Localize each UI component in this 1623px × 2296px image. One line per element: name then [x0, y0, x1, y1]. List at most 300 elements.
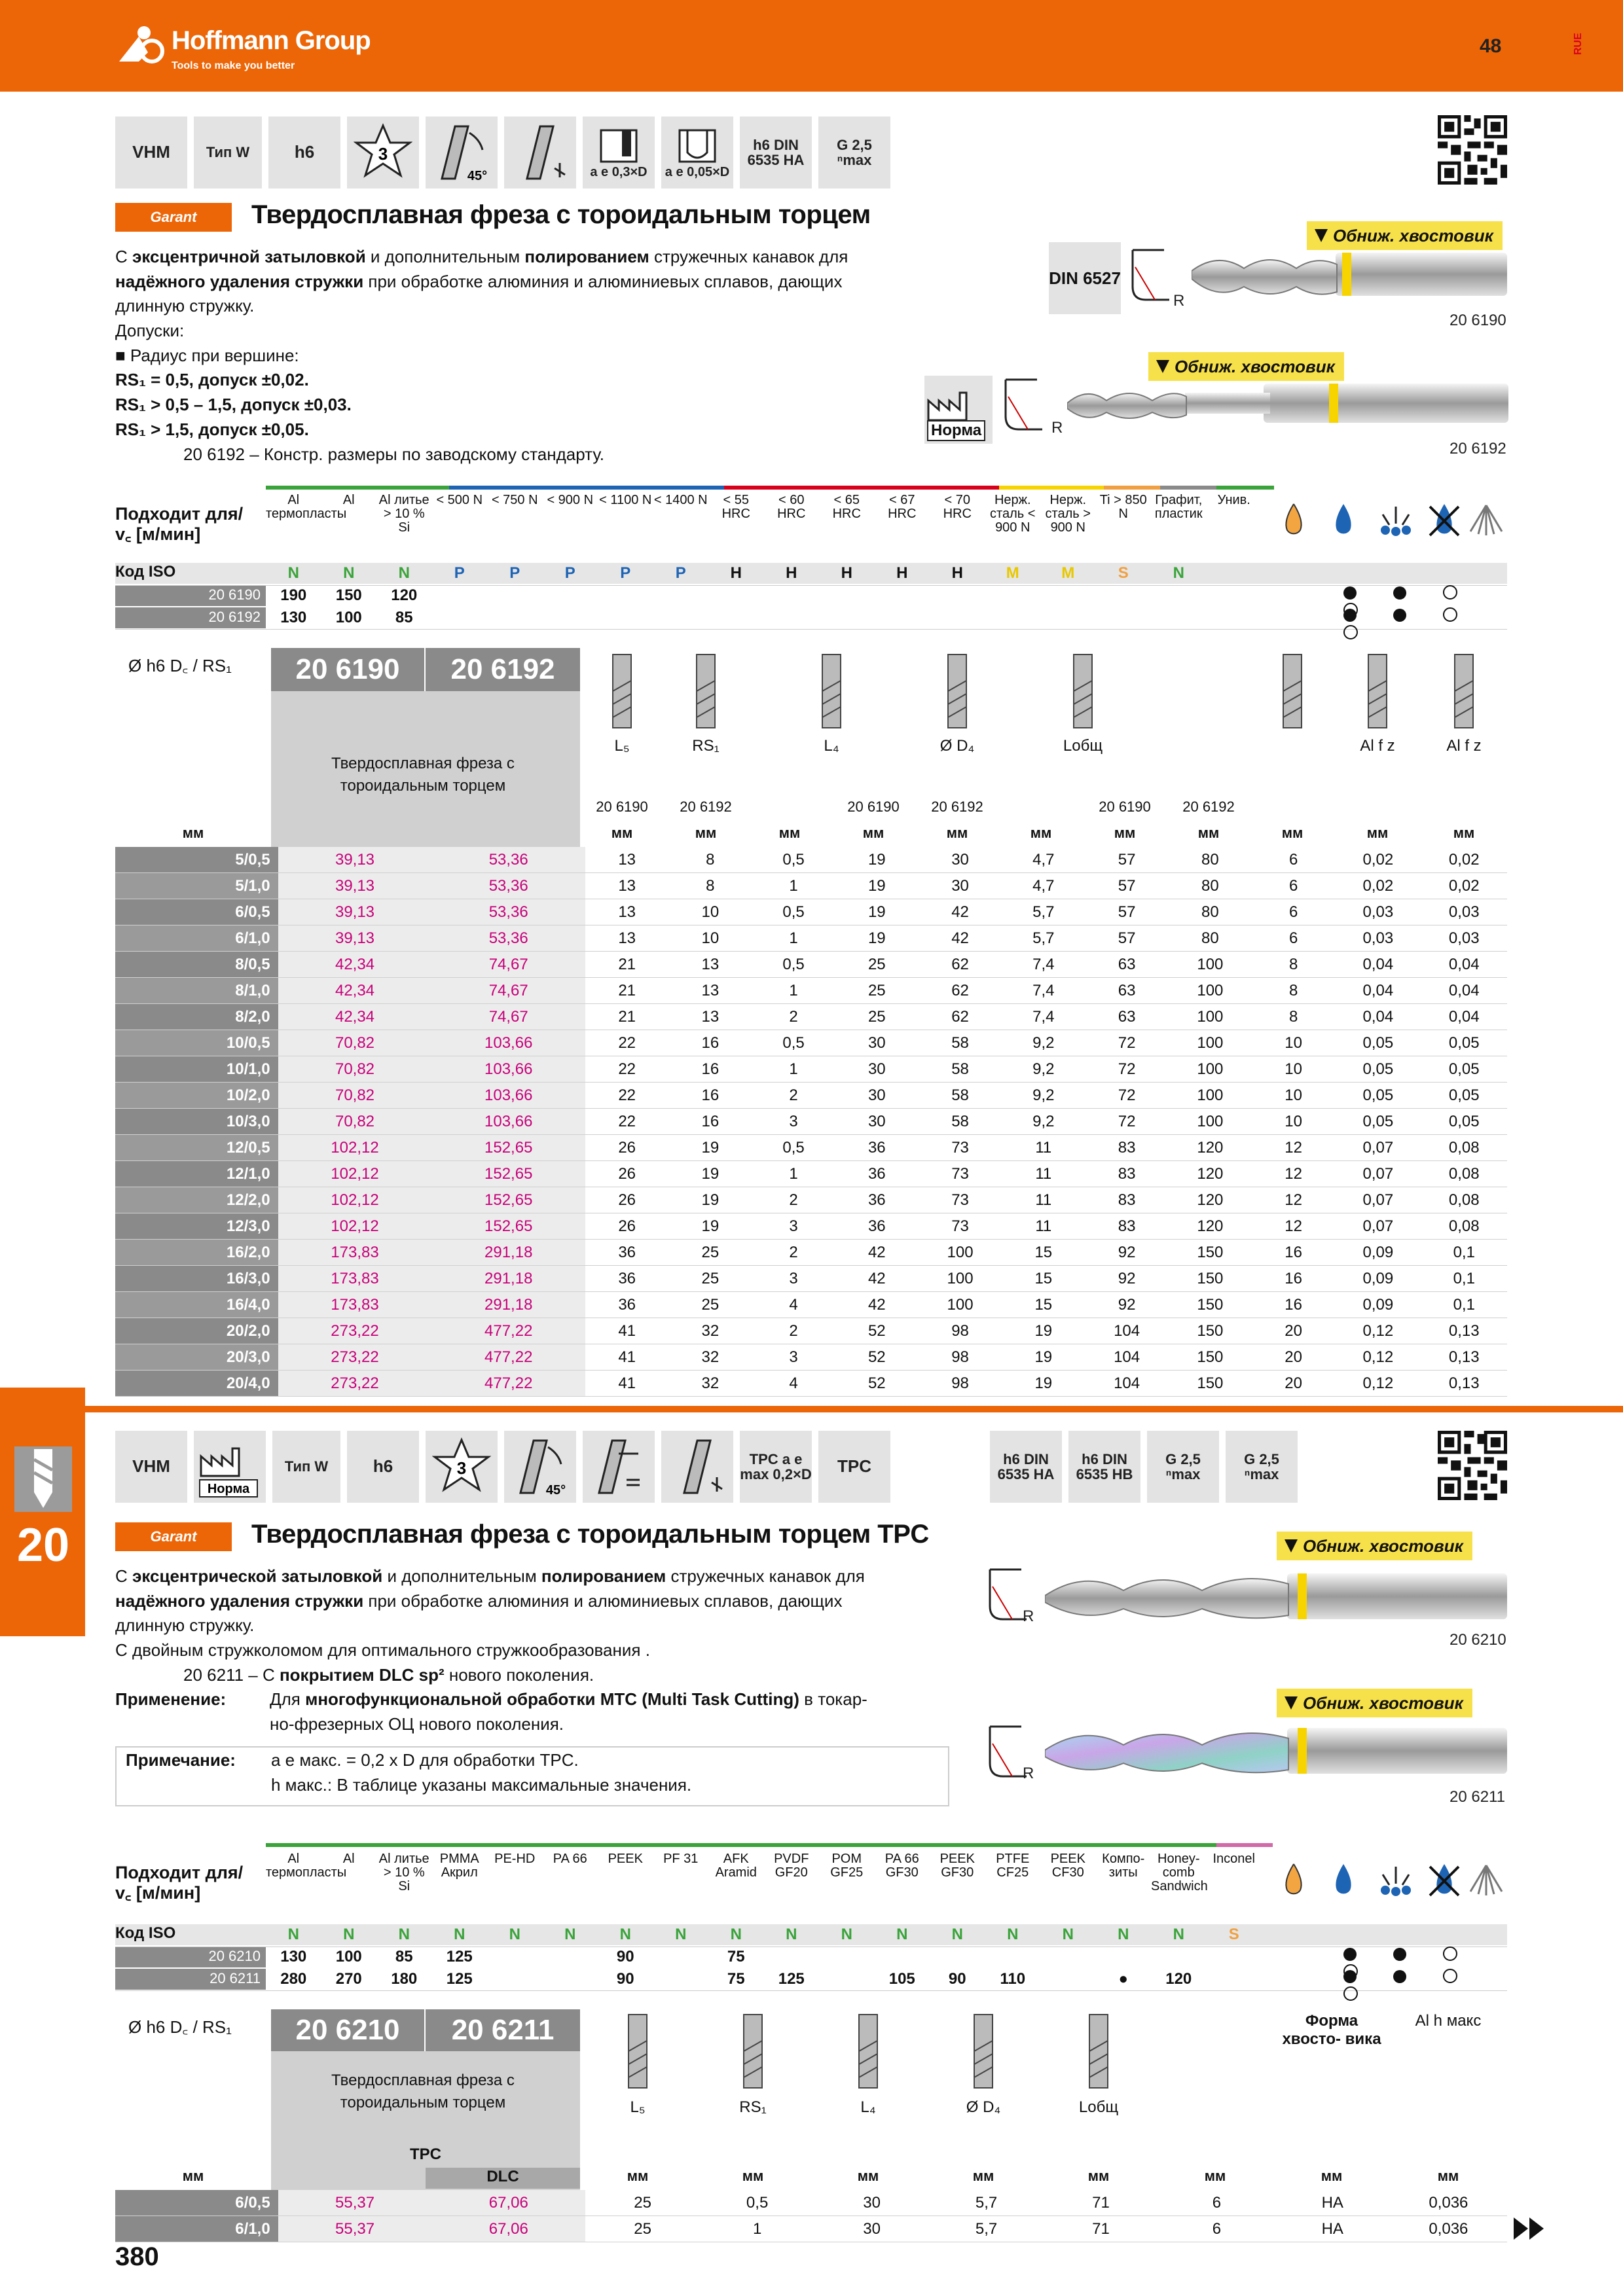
value-cell: 1: [752, 873, 835, 899]
value-cell: 16: [668, 1109, 752, 1135]
value-cell: 20: [1252, 1371, 1335, 1397]
size-cell: 6/0,5: [115, 899, 278, 925]
price-cell: 55,37: [278, 2190, 432, 2216]
row-code-20-6190: 20 6190: [208, 586, 261, 603]
value-cell: 57: [1085, 925, 1168, 952]
value-cell: 73: [919, 1135, 1002, 1161]
value-cell: 0,08: [1421, 1135, 1507, 1161]
value-cell: 6: [1158, 2190, 1275, 2216]
iso-code-1: N: [343, 564, 355, 582]
value-cell: 25: [585, 2216, 700, 2242]
unit-2-1: мм: [742, 2168, 764, 2184]
material-col-2-0: Al термопласты: [266, 1852, 347, 1880]
size-cell: 8/2,0: [115, 1004, 278, 1030]
value-cell: 9,2: [1002, 1056, 1085, 1083]
value-cell: 0,05: [1421, 1030, 1507, 1056]
iso-code-2: N: [398, 564, 410, 582]
size-cell: 20/4,0: [115, 1371, 278, 1397]
price-cell: 39,13: [278, 873, 432, 899]
symbol-vhm-2: VHM: [115, 1431, 187, 1503]
value-cell: 0,03: [1421, 899, 1507, 925]
iso-code-13: M: [1006, 564, 1019, 582]
cutting-speed: 190: [280, 586, 307, 604]
value-cell: 0,036: [1390, 2216, 1507, 2242]
price-cell: 53,36: [431, 899, 585, 925]
tool-dimension-icon: [1334, 652, 1421, 737]
value-cell: 19: [1002, 1318, 1085, 1344]
value-cell: 0,07: [1335, 1135, 1421, 1161]
hoffmann-logo-icon: [115, 24, 166, 64]
dimension-head-2-4: Lобщ: [1078, 2098, 1119, 2116]
iso-code-2-11: N: [896, 1926, 908, 1943]
value-cell: 15: [1002, 1292, 1085, 1318]
value-cell: 25: [835, 1004, 919, 1030]
dry-machining-icon-2: [1281, 1861, 1307, 1901]
value-cell: HA: [1275, 2190, 1390, 2216]
value-cell: 19: [835, 873, 919, 899]
price-cell: 39,13: [278, 899, 432, 925]
note-label: Примечание:: [126, 1750, 236, 1770]
iso-code-2-12: N: [951, 1926, 963, 1943]
value-cell: 36: [585, 1292, 668, 1318]
unit-1: мм: [695, 825, 717, 841]
material-col-12: < 70 HRC: [943, 493, 972, 521]
radius-label: R: [1173, 292, 1185, 310]
end-mill-image-20-6192: [1067, 374, 1512, 433]
value-cell: 98: [919, 1344, 1002, 1371]
sub-head-4: 20 6192: [931, 798, 983, 815]
price-cell: 55,37: [278, 2216, 432, 2242]
price-cell: 152,65: [431, 1135, 585, 1161]
value-cell: 26: [585, 1187, 668, 1213]
value-cell: 5,7: [1002, 899, 1085, 925]
table-row: [115, 1292, 1507, 1318]
norm-label: Норма: [927, 420, 985, 441]
value-cell: 36: [585, 1240, 668, 1266]
end-mill-image-20-6210: [1045, 1560, 1512, 1632]
price-cell: 53,36: [431, 847, 585, 873]
value-cell: 36: [835, 1161, 919, 1187]
value-cell: 12: [1252, 1213, 1335, 1240]
price-cell: 67,06: [431, 2190, 585, 2216]
cutting-speed-2: 130: [280, 1948, 307, 1965]
symbol-vhm: VHM: [115, 117, 187, 188]
table-row: [115, 978, 1507, 1004]
material-col-2-8: AFK Aramid: [715, 1852, 757, 1880]
value-cell: 58: [919, 1109, 1002, 1135]
svg-text:3: 3: [456, 1458, 467, 1478]
symbol-balance-g25-3: G 2,5 ⁿmax: [1226, 1431, 1298, 1503]
value-cell: 150: [1169, 1318, 1252, 1344]
value-cell: 0,04: [1421, 952, 1507, 978]
language-code: RUE: [1573, 33, 1584, 55]
iso-code-2-7: N: [675, 1926, 687, 1943]
table-row: [115, 1056, 1507, 1083]
tool-dimension-icon: [1421, 652, 1507, 737]
value-cell: 100: [919, 1266, 1002, 1292]
value-cell: 10: [668, 925, 752, 952]
value-cell: 10: [1252, 1083, 1335, 1109]
value-cell: 1: [700, 2216, 814, 2242]
brand-tagline: Tools to make you better: [172, 60, 295, 71]
unit-2: мм: [778, 825, 801, 841]
row-code-20-6192: 20 6192: [208, 609, 261, 625]
symbol-type-w-2: Тип W: [272, 1431, 340, 1503]
value-cell: 0,5: [752, 952, 835, 978]
symbol-ae-005: a e 0,05×D: [661, 117, 733, 188]
value-cell: 25: [668, 1266, 752, 1292]
code-header-20-6211: 20 6211: [426, 2009, 580, 2051]
value-cell: 58: [919, 1056, 1002, 1083]
garant-badge-2: Garant: [115, 1522, 232, 1551]
value-cell: 80: [1169, 847, 1252, 873]
value-cell: 0,07: [1335, 1213, 1421, 1240]
tool-dimension-icon-2: [711, 2012, 795, 2097]
value-cell: 0,05: [1335, 1083, 1421, 1109]
table-row: [115, 1161, 1507, 1187]
value-cell: 25: [668, 1240, 752, 1266]
price-cell: 152,65: [431, 1213, 585, 1240]
value-cell: 92: [1085, 1292, 1168, 1318]
size-cell: 6/0,5: [115, 2190, 278, 2216]
section-divider: [0, 1406, 1623, 1412]
size-cell: 12/1,0: [115, 1161, 278, 1187]
price-cell: 53,36: [431, 925, 585, 952]
material-col-2-13: PTFE CF25: [996, 1852, 1030, 1880]
value-cell: 150: [1169, 1266, 1252, 1292]
dimension-head-2: L₄: [824, 737, 839, 755]
value-cell: 36: [835, 1187, 919, 1213]
iso-code-2-15: N: [1118, 1926, 1129, 1943]
cutting-speed-2: 280: [280, 1970, 307, 1988]
table-row: [115, 1083, 1507, 1109]
value-cell: 16: [668, 1056, 752, 1083]
size-cell: 5/1,0: [115, 873, 278, 899]
price-cell: 42,34: [278, 1004, 432, 1030]
iso-code-2-9: N: [786, 1926, 797, 1943]
cutting-speed-2: 90: [948, 1970, 966, 1988]
value-cell: 42: [835, 1240, 919, 1266]
tool-dimension-icon-2: [826, 2012, 910, 2097]
value-cell: 0,05: [1421, 1109, 1507, 1135]
value-cell: 100: [1169, 1109, 1252, 1135]
material-col-14: Нерж. сталь > 900 N: [1045, 493, 1091, 535]
dimension-head-2-7: Al h макс: [1415, 2012, 1482, 2030]
material-col-9: < 60 HRC: [777, 493, 806, 521]
price-cell: 152,65: [431, 1187, 585, 1213]
value-cell: 0,13: [1421, 1318, 1507, 1344]
value-cell: 58: [919, 1083, 1002, 1109]
corner-radius-icon-2: [1002, 377, 1048, 432]
value-cell: 32: [668, 1371, 752, 1397]
value-cell: 13: [585, 925, 668, 952]
table-row: [115, 1004, 1507, 1030]
value-cell: 0,5: [752, 847, 835, 873]
price-cell: 42,34: [278, 978, 432, 1004]
iso-code-2-1: N: [343, 1926, 355, 1943]
value-cell: 30: [835, 1109, 919, 1135]
unit-7: мм: [1197, 825, 1220, 841]
value-cell: 30: [835, 1083, 919, 1109]
value-cell: 120: [1169, 1187, 1252, 1213]
value-cell: 7,4: [1002, 978, 1085, 1004]
material-col-2-16: Honey- comb Sandwich: [1151, 1852, 1208, 1893]
value-cell: 0,09: [1335, 1266, 1421, 1292]
value-cell: 0,5: [752, 899, 835, 925]
coolant-suit-row4: [1343, 1969, 1507, 2004]
price-cell: 273,22: [278, 1344, 432, 1371]
tool-code-20-6210: 20 6210: [1450, 1631, 1506, 1649]
chapter-tab[interactable]: [0, 1388, 85, 1636]
iso-code-2-14: N: [1062, 1926, 1074, 1943]
material-col-10: < 65 HRC: [832, 493, 861, 521]
value-cell: 25: [835, 952, 919, 978]
value-cell: 83: [1085, 1213, 1168, 1240]
iso-code-label: Код ISO: [115, 563, 176, 581]
value-cell: 8: [1252, 978, 1335, 1004]
value-cell: 0,02: [1421, 847, 1507, 873]
no-coolant-icon: [1425, 501, 1464, 541]
unit-0: мм: [611, 825, 633, 841]
value-cell: 16: [1252, 1292, 1335, 1318]
unit-9: мм: [1366, 825, 1389, 841]
value-cell: 120: [1169, 1213, 1252, 1240]
value-cell: 98: [919, 1318, 1002, 1344]
table-row: [115, 1030, 1507, 1056]
cutting-speed-2: 125: [446, 1948, 473, 1965]
dimension-head-4: Lобщ: [1063, 737, 1103, 755]
unit-2-5: мм: [1204, 2168, 1226, 2184]
reduced-shank-callout-1: Обниж. хвостовик: [1307, 221, 1503, 250]
value-cell: 0,1: [1421, 1266, 1507, 1292]
symbol-din-6535-ha-2: h6 DIN 6535 HA: [990, 1431, 1062, 1503]
qr-code-icon-2[interactable]: [1438, 1431, 1507, 1500]
iso-code-9: H: [786, 564, 797, 582]
table-row: [115, 1240, 1507, 1266]
value-cell: 13: [585, 873, 668, 899]
page-number-top: 48: [1480, 35, 1502, 57]
table-row: [115, 925, 1507, 952]
value-cell: 0,09: [1335, 1292, 1421, 1318]
symbol-balance-g25-2: G 2,5 ⁿmax: [1147, 1431, 1219, 1503]
cutting-direction-icon: [504, 117, 576, 188]
value-cell: 26: [585, 1161, 668, 1187]
material-col-2-11: PA 66 GF30: [884, 1852, 919, 1880]
price-cell: 102,12: [278, 1135, 432, 1161]
table-row: [115, 1135, 1507, 1161]
value-cell: 16: [668, 1030, 752, 1056]
price-cell: 70,82: [278, 1056, 432, 1083]
value-cell: 6: [1252, 873, 1335, 899]
price-cell: 102,12: [278, 1161, 432, 1187]
unit-2-2: мм: [857, 2168, 879, 2184]
value-cell: 3: [752, 1344, 835, 1371]
value-cell: 100: [1169, 1004, 1252, 1030]
value-cell: 0,5: [752, 1030, 835, 1056]
material-col-7: < 1400 N: [653, 493, 708, 507]
svg-text:Норма: Норма: [207, 1482, 250, 1496]
dimension-head-7: Al f z: [1360, 737, 1395, 755]
value-cell: 5,7: [1002, 925, 1085, 952]
din-6527-badge: DIN 6527: [1049, 242, 1121, 314]
iso-code-16: N: [1173, 564, 1184, 582]
price-cell: 173,83: [278, 1292, 432, 1318]
material-col-17: Унив.: [1217, 493, 1250, 507]
cutting-direction-icon-2: [661, 1431, 733, 1503]
price-cell: 173,83: [278, 1240, 432, 1266]
value-cell: 12: [1252, 1135, 1335, 1161]
material-col-2-4: PE-HD: [494, 1852, 536, 1866]
symbol-tpc-ae: TPC a e max 0,2×D: [740, 1431, 812, 1503]
value-cell: 0,04: [1335, 978, 1421, 1004]
cutting-speed-2: 75: [727, 1948, 745, 1965]
unit-2-0: мм: [627, 2168, 649, 2184]
dims-table-1: [115, 847, 1507, 1397]
value-cell: 19: [1002, 1371, 1085, 1397]
material-col-8: < 55 HRC: [721, 493, 750, 521]
value-cell: 21: [585, 952, 668, 978]
value-cell: 0,05: [1421, 1083, 1507, 1109]
table-row: [115, 2216, 1507, 2242]
air-blast-icon-2: [1467, 1861, 1506, 1901]
value-cell: 3: [752, 1109, 835, 1135]
iso-code-2-6: N: [619, 1926, 631, 1943]
value-cell: 52: [835, 1371, 919, 1397]
note-box: [115, 1746, 949, 1806]
symbol-h6-2: h6: [347, 1431, 419, 1503]
material-table-2: [115, 1843, 1507, 2000]
price-cell: 103,66: [431, 1030, 585, 1056]
size-cell: 16/2,0: [115, 1240, 278, 1266]
page-number: 380: [115, 2242, 159, 2271]
price-cell: 102,12: [278, 1187, 432, 1213]
value-cell: 11: [1002, 1187, 1085, 1213]
value-cell: 30: [919, 847, 1002, 873]
iso-code-7: P: [675, 564, 686, 582]
brand-name: Hoffmann Group: [172, 26, 371, 55]
value-cell: 25: [585, 2190, 700, 2216]
material-col-15: Ti > 850 N: [1099, 493, 1147, 521]
code-header-20-6192: 20 6192: [426, 648, 580, 691]
arrow-down-icon: [1285, 1539, 1298, 1552]
value-cell: 100: [1169, 1030, 1252, 1056]
unit-label: мм: [182, 825, 204, 841]
size-cell: 10/0,5: [115, 1030, 278, 1056]
value-cell: 0,12: [1335, 1344, 1421, 1371]
value-cell: 6: [1252, 925, 1335, 952]
value-cell: 0,1: [1421, 1292, 1507, 1318]
value-cell: 41: [585, 1371, 668, 1397]
iso-code-12: H: [951, 564, 963, 582]
value-cell: 8: [668, 847, 752, 873]
value-cell: 15: [1002, 1240, 1085, 1266]
size-cell: 12/3,0: [115, 1213, 278, 1240]
diameter-radius-label: Ø h6 D꜀ / RS₁: [128, 656, 232, 675]
value-cell: 83: [1085, 1187, 1168, 1213]
qr-code-icon[interactable]: [1438, 115, 1507, 185]
corner-radius-icon: [1129, 247, 1175, 302]
value-cell: 6: [1252, 847, 1335, 873]
value-cell: 0,03: [1335, 925, 1421, 952]
value-cell: 57: [1085, 847, 1168, 873]
value-cell: 30: [814, 2216, 929, 2242]
value-cell: 4,7: [1002, 873, 1085, 899]
value-cell: 42: [835, 1266, 919, 1292]
dimension-table-1: [115, 648, 1507, 1394]
value-cell: 11: [1002, 1161, 1085, 1187]
no-coolant-icon-2: [1425, 1861, 1464, 1901]
value-cell: 57: [1085, 899, 1168, 925]
iso-code-11: H: [896, 564, 908, 582]
value-cell: 150: [1169, 1240, 1252, 1266]
value-cell: 19: [835, 847, 919, 873]
symbol-din-6535-hb: h6 DIN 6535 HB: [1068, 1431, 1140, 1503]
unit-5: мм: [1030, 825, 1052, 841]
iso-code-6: P: [620, 564, 631, 582]
value-cell: 19: [835, 925, 919, 952]
value-cell: 62: [919, 952, 1002, 978]
size-cell: 6/1,0: [115, 2216, 278, 2242]
value-cell: 22: [585, 1083, 668, 1109]
dims-table-2: [115, 2190, 1507, 2242]
value-cell: 16: [668, 1083, 752, 1109]
cutting-speed-2: 270: [335, 1970, 362, 1988]
value-cell: 9,2: [1002, 1083, 1085, 1109]
value-cell: 58: [919, 1030, 1002, 1056]
material-col-6: < 1100 N: [599, 493, 652, 507]
sub-head-3: 20 6190: [847, 798, 900, 815]
unit-label-2: мм: [182, 2168, 204, 2184]
tool-code-20-6192: 20 6192: [1450, 440, 1506, 457]
cutting-speed-2: 125: [446, 1970, 473, 1988]
value-cell: 0,08: [1421, 1213, 1507, 1240]
product-name-cell-2: Твердосплавная фреза с тороидальным торцем: [331, 2072, 515, 2111]
helix-angle-icon: [426, 117, 498, 188]
unit-6: мм: [1114, 825, 1136, 841]
value-cell: 72: [1085, 1030, 1168, 1056]
value-cell: 0,04: [1421, 978, 1507, 1004]
symbol-tpc: TPC: [818, 1431, 890, 1503]
price-cell: 53,36: [431, 873, 585, 899]
tpc-label: TPC: [410, 2145, 441, 2163]
value-cell: 52: [835, 1344, 919, 1371]
cutting-speed-2: 90: [616, 1948, 634, 1965]
next-page-icon[interactable]: [1514, 2217, 1545, 2240]
cutting-speed-2: 110: [1000, 1970, 1026, 1988]
tool-dimension-icon: [580, 652, 664, 737]
suitable-for-label-2: Подходит для/ v꜀ [м/мин]: [115, 1863, 244, 1903]
value-cell: 80: [1169, 873, 1252, 899]
value-cell: 150: [1169, 1371, 1252, 1397]
price-cell: 70,82: [278, 1083, 432, 1109]
code-header-20-6210: 20 6210: [271, 2009, 424, 2051]
value-cell: 30: [835, 1056, 919, 1083]
value-cell: 19: [835, 899, 919, 925]
tool-code-20-6211: 20 6211: [1450, 1788, 1505, 1806]
cutting-speed-2: 180: [391, 1970, 418, 1988]
tool-dimension-icon-2: [596, 2012, 680, 2097]
price-cell: 103,66: [431, 1056, 585, 1083]
cutting-speed-2: 125: [778, 1970, 805, 1988]
iso-code-2-3: N: [454, 1926, 465, 1943]
value-cell: 0,05: [1421, 1056, 1507, 1083]
value-cell: 41: [585, 1344, 668, 1371]
material-col-2-6: PEEK: [608, 1852, 643, 1866]
material-col-5: < 900 N: [547, 493, 594, 507]
iso-code-2-13: N: [1007, 1926, 1019, 1943]
value-cell: 26: [585, 1135, 668, 1161]
value-cell: 20: [1252, 1318, 1335, 1344]
